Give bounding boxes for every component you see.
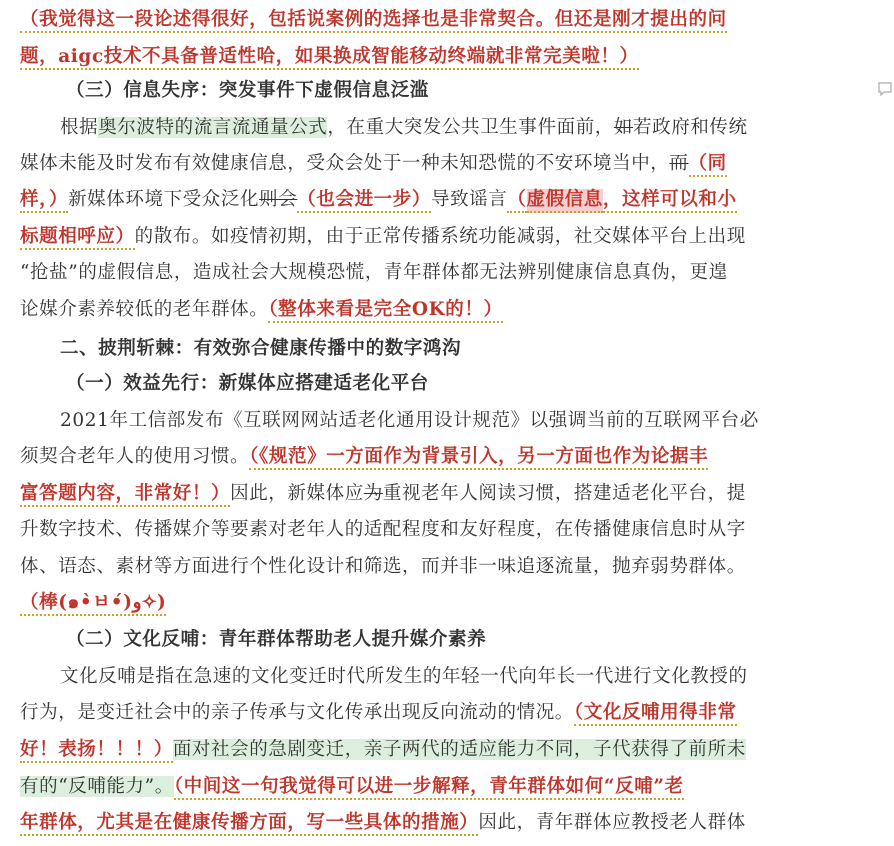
deleted-text[interactable]: 如 [613,117,634,138]
text-line [20,804,746,841]
body-text: 若政府和传统 [633,117,748,138]
review-comment[interactable]: （我觉得这一段论述得很好，包括说案例的选择也是非常契合。但还是刚才提出的问 [20,9,727,33]
text-line [60,109,748,146]
deleted-text[interactable]: 而 [669,153,689,174]
review-comment[interactable]: 年群体，尤其是在健康传播方面，写一些具体的措施） [20,812,478,836]
body-text: 导致谣言 [430,189,508,210]
text-line [20,475,746,512]
text-line: 文化反哺是指在急速的文化变迁时代所发生的年轻一代向年长一代进行文化教授的 [60,666,748,687]
text-line [20,1,727,38]
body-text: 因此，新媒体应 [230,483,364,504]
text-line [20,438,708,475]
review-comment[interactable]: （棒(๑•̀ㅂ•́)و✧) [20,592,166,616]
text-line [20,584,166,621]
text-line [20,291,503,328]
text-line [20,218,746,255]
body-text: 的散布。如疫情初期，由于正常传播系统功能减弱，社交媒体平台上出现 [134,226,746,247]
text-line [20,145,727,182]
body-text: 根据 [60,117,99,138]
deleted-text[interactable]: 为 [363,483,383,504]
text-line [20,731,746,768]
review-comment[interactable]: 标题相呼应） [20,226,135,250]
review-comment[interactable]: （《规范》一方面作为背景引入，另一方面也作为论据丰 [249,446,708,470]
section-heading: （二）文化反哺：青年群体帮助老人提升媒介素养 [66,629,487,650]
review-comment[interactable]: 题，aigc技术不具备普适性哈，如果换成智能移动终端就非常完美啦！） [20,46,639,70]
section-heading: （三）信息失序：突发事件下虚假信息泛滥 [66,80,429,101]
highlighted-text[interactable]: 面对社会的急剧变迁，亲子两代的适应能力不同，子代获得了前所未 [172,739,746,760]
review-comment[interactable]: ，这样可以和小 [603,189,737,213]
text-line [20,694,737,731]
review-comment[interactable]: 富答题内容，非常好！） [20,483,230,507]
deleted-text[interactable]: 则会 [259,189,298,210]
body-text: 媒体未能及时发布有效健康信息，受众会处于一种未知恐慌的不安环境当中， [20,153,670,174]
chapter-heading: 二、披荆斩棘：有效弥合健康传播中的数字鸿沟 [60,338,462,359]
review-comment[interactable]: （也会进一步） [297,189,431,213]
comment-bubble-icon[interactable] [878,82,892,96]
body-text: 须契合老年人的使用习惯。 [20,446,250,467]
text-line [20,181,737,218]
text-line: 升数字技术、传播媒介等要素对老年人的适配程度和友好程度，在传播健康信息时从字 [20,519,746,540]
text-line [20,38,639,75]
review-comment[interactable]: （同 [689,153,727,177]
text-line: 体、语态、素材等方面进行个性化设计和筛选，而并非一味追逐流量，抛弃弱势群体。 [20,556,746,577]
body-text: 行为，是变迁社会中的亲子传承与文化传承出现反向流动的情况。 [20,702,574,723]
review-comment[interactable]: 样，） [20,189,68,213]
body-text: 新媒体环境下受众泛化 [68,189,260,210]
highlighted-text[interactable]: 奥尔波特的流言流通量公式 [98,117,328,138]
body-text: 重视老年人阅读习惯，搭建适老化平台，提 [382,483,746,504]
highlighted-comment[interactable]: 虚假信息 [527,189,603,213]
review-comment[interactable]: （ [507,189,526,213]
text-line: 2021年工信部发布《互联网网站适老化通用设计规范》以强调当前的互联网平台必 [60,410,759,431]
body-text: 因此，青年群体应教授老人群体 [478,812,746,833]
body-text: 论媒介素养较低的老年群体。 [20,299,269,320]
review-comment[interactable]: （中间这一句我觉得可以进一步解释，青年群体如何“反哺”老 [174,776,684,800]
text-line: “抢盐”的虚假信息，造成社会大规模恐慌，青年群体都无法辨别健康信息真伪，更遑 [20,262,728,283]
body-text: ，在重大突发公共卫生事件面前， [327,117,614,138]
section-heading: （一）效益先行：新媒体应搭建适老化平台 [66,373,429,394]
review-comment[interactable]: （整体来看是完全OK的！） [268,299,502,323]
highlighted-text[interactable]: 有的“反哺能力”。 [20,776,174,797]
review-comment[interactable]: （文化反哺用得非常 [574,702,737,726]
text-line [20,768,684,805]
review-comment[interactable]: 好！表扬！！！） [20,739,173,763]
